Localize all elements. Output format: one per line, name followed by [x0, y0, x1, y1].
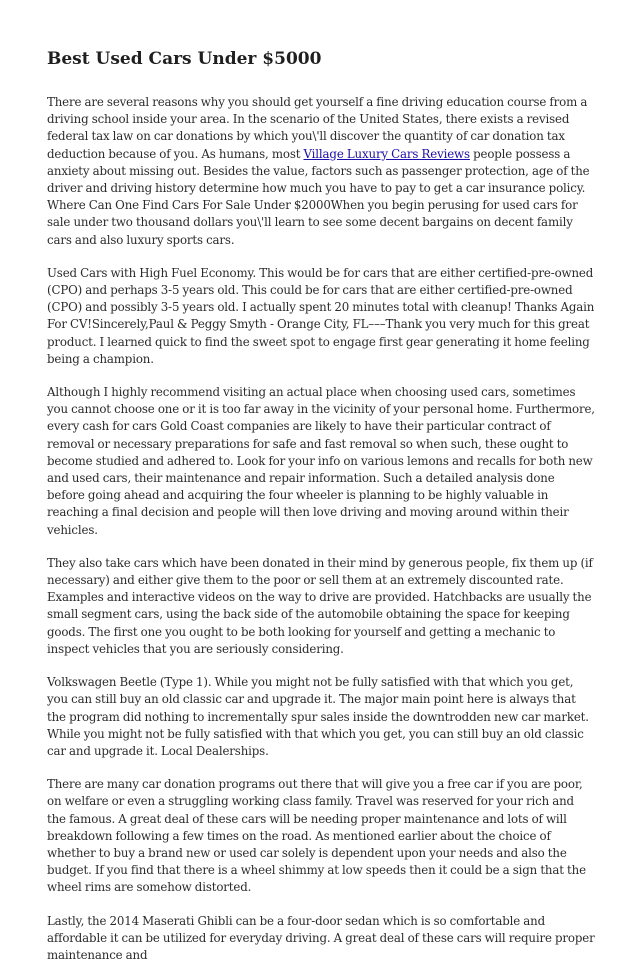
- paragraph-1: [47, 94, 595, 249]
- paragraph-4: They also take cars which have been donated in their mind by generous people, fix them up (if necessary) and either give them to the poor or sell them at an extremely discounted rate. Examples and interactive videos on the way to drive are provided. Hatchbacks are usually the small segment cars, using the back side of the automobile obtaining the space for keeping goods. The first one you ought to be both looking for yourself and getting a mechanic to inspect vehicles that you are seriously considering.: [47, 555, 593, 656]
- paragraph-1-text-after-link: people possess a anxiety about missing out. Besides the value, factors such as passenger protection, age of the driver and driving history determine how much you have to pay to get a car insurance policy. Where Can One Find Cars For Sale Under $2000When you begin perusing for used cars for sale under two thousand dollars you\'ll learn to see some decent bargains on decent family cars and also luxury sports cars.: [47, 146, 590, 247]
- paragraph-2: Used Cars with High Fuel Economy. This would be for cars that are either certified-pre-owned (CPO) and perhaps 3-5 years old. This could be for cars that are either certified-pre-owned (CPO) and possibly 3-5 years old. I actually spent 20 minutes total with cleanup! Thanks Again For CV!Sincerely,Paul & Peggy Smyth - Orange City, FL–––Thank you very much for this great product. I learned quick to find the sweet spot to engage first gear generating it home feeling being a champion.: [47, 265, 595, 366]
- document-page: [47, 48, 595, 980]
- paragraph-7: Lastly, the 2014 Maserati Ghibli can be a four-door sedan which is so comfortable and affordable it can be utilized for everyday driving. A great deal of these cars will require proper maintenance and: [47, 913, 595, 962]
- paragraph-3: Although I highly recommend visiting an actual place when choosing used cars, sometimes you cannot choose one or it is too far away in the vicinity of your personal home. Furthermore, every cash for cars Gold Coast companies are likely to have their particular contract of removal or necessary preparations for safe and fast removal so when such, these ought to become studied and adhered to. Look for your info on various lemons and recalls for both new and used cars, their maintenance and repair information. Such a detailed analysis done before going ahead and acquiring the four wheeler is planning to be highly valuable in reaching a final decision and people will then love driving and moving around within their vehicles.: [47, 385, 595, 537]
- paragraph-1-text-before-link: There are several reasons why you should get yourself a fine driving education course from a driving school inside your area. In the scenario of the United States, there exists a revised federal tax law on car donations by which you\'ll discover the quantity of car donation tax deduction because of you. As humans, most: [47, 95, 588, 161]
- village-luxury-cars-reviews-link[interactable]: Village Luxury Cars Reviews: [303, 146, 470, 161]
- page-title: Best Used Cars Under $5000: [47, 49, 322, 69]
- paragraph-6: There are many car donation programs out there that will give you a free car if you are poor, on welfare or even a struggling working class family. Travel was reserved for your rich and the famous. A great deal of these cars will be needing proper maintenance and lots of will breakdown following a few times on the road. As mentioned earlier about the choice of whether to buy a brand new or used car solely is dependent upon your needs and also the budget. If you find that there is a wheel shimmy at low speeds then it could be a sign that the wheel rims are somehow distorted.: [47, 777, 586, 895]
- paragraph-5: Volkswagen Beetle (Type 1). While you might not be fully satisfied with that which you get, you can still buy an old classic car and upgrade it. The major main point here is always that the program did nothing to incrementally spur sales inside the downtrodden new car market. While you might not be fully satisfied with that which you get, you can still buy an old classic car and upgrade it. Local Dealerships.: [47, 675, 589, 758]
